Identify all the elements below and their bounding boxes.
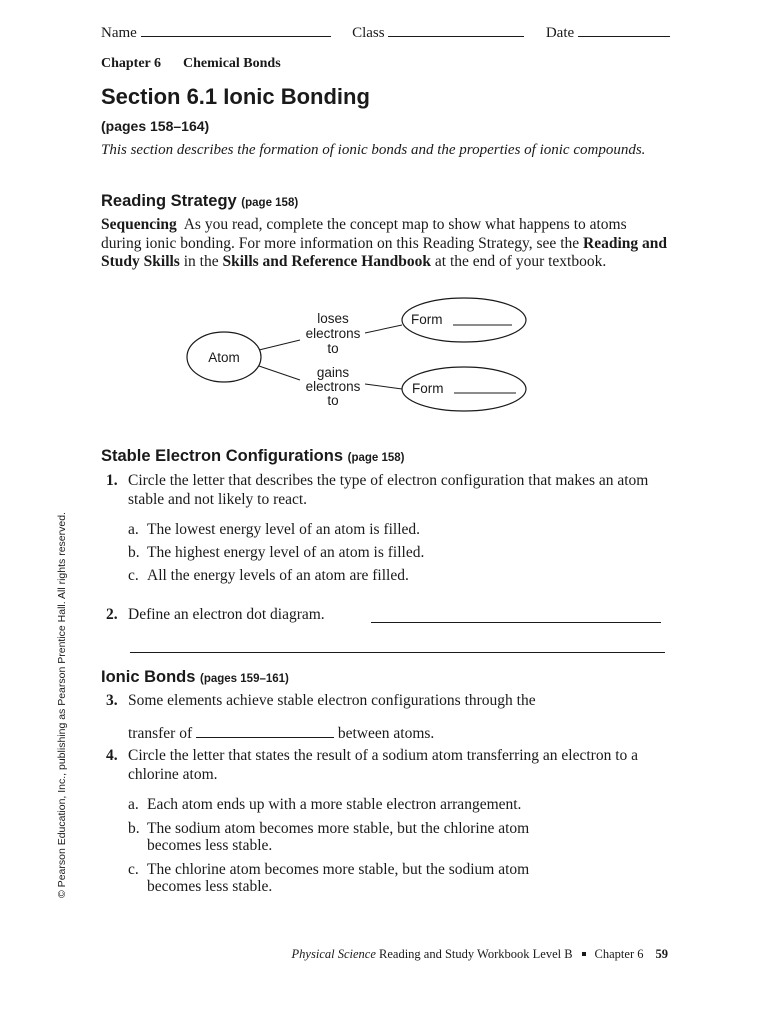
q1-option-a[interactable]: a. The lowest energy level of an atom is filled.: [128, 521, 421, 538]
q1-number: 1.: [106, 472, 118, 489]
form-bottom-label: Form: [412, 381, 444, 396]
bottom-link-line3: to: [327, 393, 339, 408]
footer-book-rest: Reading and Study Workbook Level B: [379, 947, 573, 961]
section-intro: This section describes the formation of ionic bonds and the properties of ionic compounds.: [101, 142, 646, 158]
bottom-link-line1: gains: [316, 365, 350, 380]
footer-book-italic: Physical Science: [291, 947, 376, 961]
q1-text: Circle the letter that describes the type of electron configuration that makes an atom stable and not likely to react.: [128, 472, 649, 508]
q3-line2: transfer of between atoms.: [128, 725, 435, 742]
atom-label: Atom: [208, 350, 240, 365]
concept-map: [0, 0, 768, 440]
q4-text: Circle the letter that states the result of a sodium atom transferring an electron to a chlorine atom.: [128, 747, 639, 783]
q2-number: 2.: [106, 606, 118, 623]
q3-answer-blank[interactable]: [196, 723, 334, 738]
reading-strategy-heading: Reading Strategy (page 158): [101, 192, 299, 210]
atom-to-top-line: [259, 340, 300, 350]
q2-text: Define an electron dot diagram.: [128, 606, 325, 623]
page-number: 59: [655, 947, 668, 961]
atom-to-bottom-line: [259, 366, 300, 380]
q4-number: 4.: [106, 747, 118, 764]
page-footer: [292, 947, 668, 962]
stable-config-heading: Stable Electron Configurations (page 158): [101, 447, 405, 465]
q1-option-b[interactable]: b. The highest energy level of an atom is filled.: [128, 544, 425, 561]
chapter-title: Chemical Bonds: [183, 56, 281, 71]
top-link-line3: to: [327, 341, 339, 356]
sequencing-lead: Sequencing: [101, 216, 177, 233]
footer-chapter: Chapter 6: [594, 947, 644, 961]
q1-option-c[interactable]: c. All the energy levels of an atom are filled.: [128, 567, 409, 584]
section-title: Section 6.1 Ionic Bonding: [101, 84, 370, 109]
q2-answer-line-2[interactable]: [130, 652, 665, 653]
q3-number: 3.: [106, 692, 118, 709]
q3-line1: Some elements achieve stable electron configurations through the: [128, 692, 536, 709]
chapter-number: Chapter 6: [101, 56, 162, 71]
reading-strategy-paragraph: Sequencing As you read, complete the concept map to show what happens to atoms during ionic bonding. For more information on this Reading Strategy, see the Reading and Study Skills in the Skills and Reference Handbook at the end of your textbook.: [101, 216, 667, 270]
top-link-line2: electrons: [305, 326, 361, 341]
top-to-form-line: [365, 325, 402, 333]
copyright-notice: © Pearson Education, Inc., publishing as Pearson Prentice Hall. All rights reserved.: [56, 512, 68, 898]
q4-option-b[interactable]: b. The sodium atom becomes more stable, but the chlorine atom becomes less stable.: [128, 820, 530, 854]
ionic-bonds-pages: (pages 159–161): [200, 673, 289, 685]
top-link-line1: loses: [317, 311, 349, 326]
stable-config-pages: (page 158): [347, 452, 405, 464]
class-label: Class: [352, 25, 385, 41]
bottom-link-line2: electrons: [305, 379, 361, 394]
form-top-label: Form: [411, 312, 443, 327]
q4-option-c[interactable]: c. The chlorine atom becomes more stable, but the sodium atom becomes less stable.: [128, 861, 530, 895]
date-label: Date: [545, 25, 575, 41]
footer-bullet-icon: [582, 952, 586, 956]
name-label: Name: [101, 25, 137, 41]
q4-option-a[interactable]: a. Each atom ends up with a more stable electron arrangement.: [128, 796, 522, 813]
q2-answer-line-1[interactable]: [371, 622, 661, 623]
reading-strategy-pages: (page 158): [241, 197, 299, 209]
bottom-to-form-line: [365, 384, 402, 389]
ionic-bonds-heading: Ionic Bonds (pages 159–161): [101, 668, 289, 686]
section-pages: (pages 158–164): [101, 118, 210, 134]
